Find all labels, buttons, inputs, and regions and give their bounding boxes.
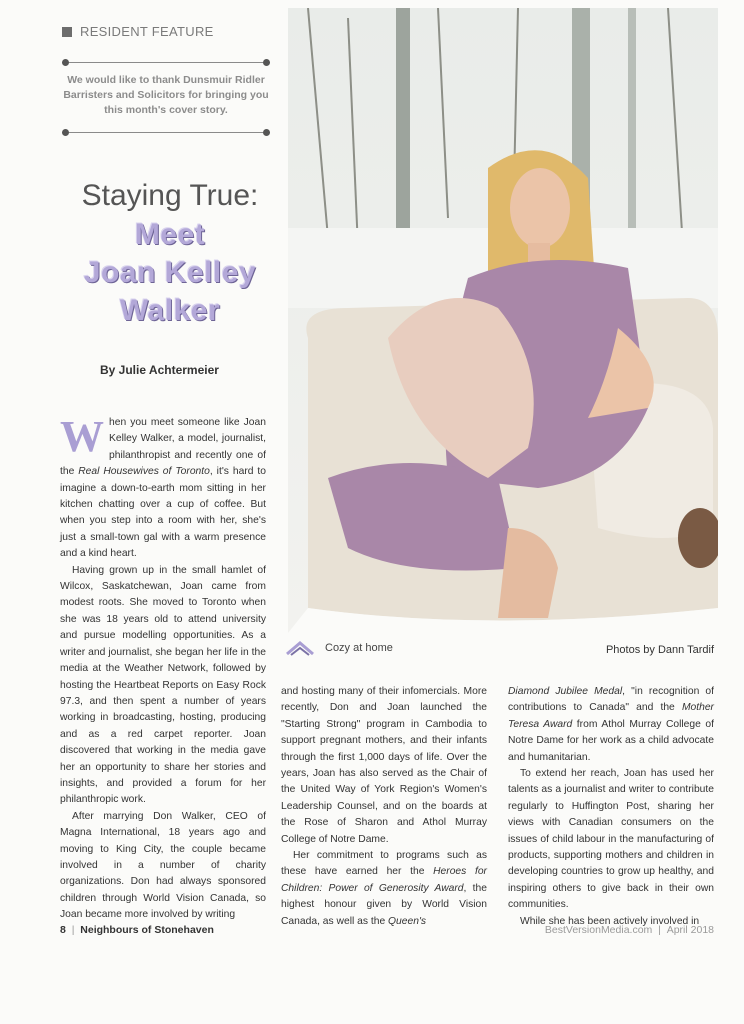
article-column-1 [60, 412, 266, 924]
paragraph: Having grown up in the small hamlet of Wilcox, Saskatchewan, Joan came from modest roots. She moved to Toronto when she was 18 years old to attend university and pursue modelling opportunities. As a writer and journalist, she began her life in the media at the Weather Network, followed by hosting the Heartbeat Reports on Easy Rock 97.3, and then spent a number of years working in broadcasting, hosting, producing and as a red carpet reporter. Joan discovered that working in the media gave her an opportunity to share her stories and insights, and provided a forum for her philanthropic work. [60, 564, 266, 806]
section-label [62, 24, 214, 39]
paragraph: When you meet someone like Joan Kelley Walker, a model, journalist, philanthropist and recently one of the Real Housewives of Toronto, it's hard to imagine a down-to-earth mom sitting in her kitchen chatting over a cup of coffee. But when you step into a room with her, she's just a small-town gal with a warm presence and a kind heart. [60, 412, 266, 560]
section-label-text: RESIDENT FEATURE [80, 24, 214, 39]
face [510, 168, 570, 248]
section-square-icon [62, 27, 72, 37]
cover-photo [288, 8, 718, 633]
headline [56, 176, 284, 330]
paragraph: After marrying Don Walker, CEO of Magna International, 18 years ago and moving to King City, the couple became involved in a number of charity organizations. Don had always sponsored children through World Vision Canada, so Joan became more involved by writing [60, 810, 266, 921]
sponsor-thanks: We would like to thank Dunsmuir Ridler Barristers and Solicitors for bringing you this month's cover story. [63, 74, 269, 116]
bottom-divider [62, 132, 270, 133]
caption-text: Cozy at home [325, 642, 393, 654]
photo-credit: Photos by Dann Tardif [605, 644, 714, 656]
byline: By Julie Achtermeier [100, 363, 219, 377]
drop-cap: W [60, 412, 104, 461]
footer-site: BestVersionMedia.com | April 2018 [544, 924, 714, 936]
paragraph: While she has been actively involved in [520, 915, 700, 927]
paragraph: To extend her reach, Joan has used her talents as a journalist and writer to contribute regularly to Huffington Post, sharing her views with Canadian consumers on the issues of child labour in the manufacturing of products, supporting mothers and children in developing countries to grow up healthy, and inspiring others to give back in their own communities. [508, 768, 714, 911]
headline-line-1: Staying True: [81, 179, 259, 212]
photo-caption [285, 640, 393, 656]
paragraph: Her commitment to programs such as these have earned her the Heroes for Children: Power of Generosity Award, the highest honour given by World Vision Canada, as well as the Queen's [281, 850, 487, 927]
footer-publication: 8 | Neighbours of Stonehaven [60, 924, 214, 936]
headline-line-2: Meet [134, 218, 206, 251]
paragraph: and hosting many of their infomercials. More recently, Don and Joan launched the "Starting Strong" program in Cambodia to support pregnant mothers, and their infants through the first 1,000 days of life. Over the years, Joan has also served as the Chair of the United Way of York Region's Women's Leadership Counsel, and on the boards at the Rose of Sharon and Athol Murray College of Notre Dame. [281, 686, 487, 845]
article-column-2 [281, 684, 487, 930]
chevron-up-icon [285, 640, 315, 656]
headline-line-4: Walker [119, 294, 221, 327]
headline-line-3: Joan Kelley [83, 256, 257, 289]
top-divider [62, 62, 270, 63]
paragraph: Diamond Jubilee Medal, "in recognition of contributions to Canada" and the Mother Teresa Award from Athol Murray College of Notre Dame for her work as a child advocate and humanitarian. [508, 686, 715, 763]
page-number: 8 [60, 924, 66, 936]
article-column-3 [508, 684, 714, 930]
